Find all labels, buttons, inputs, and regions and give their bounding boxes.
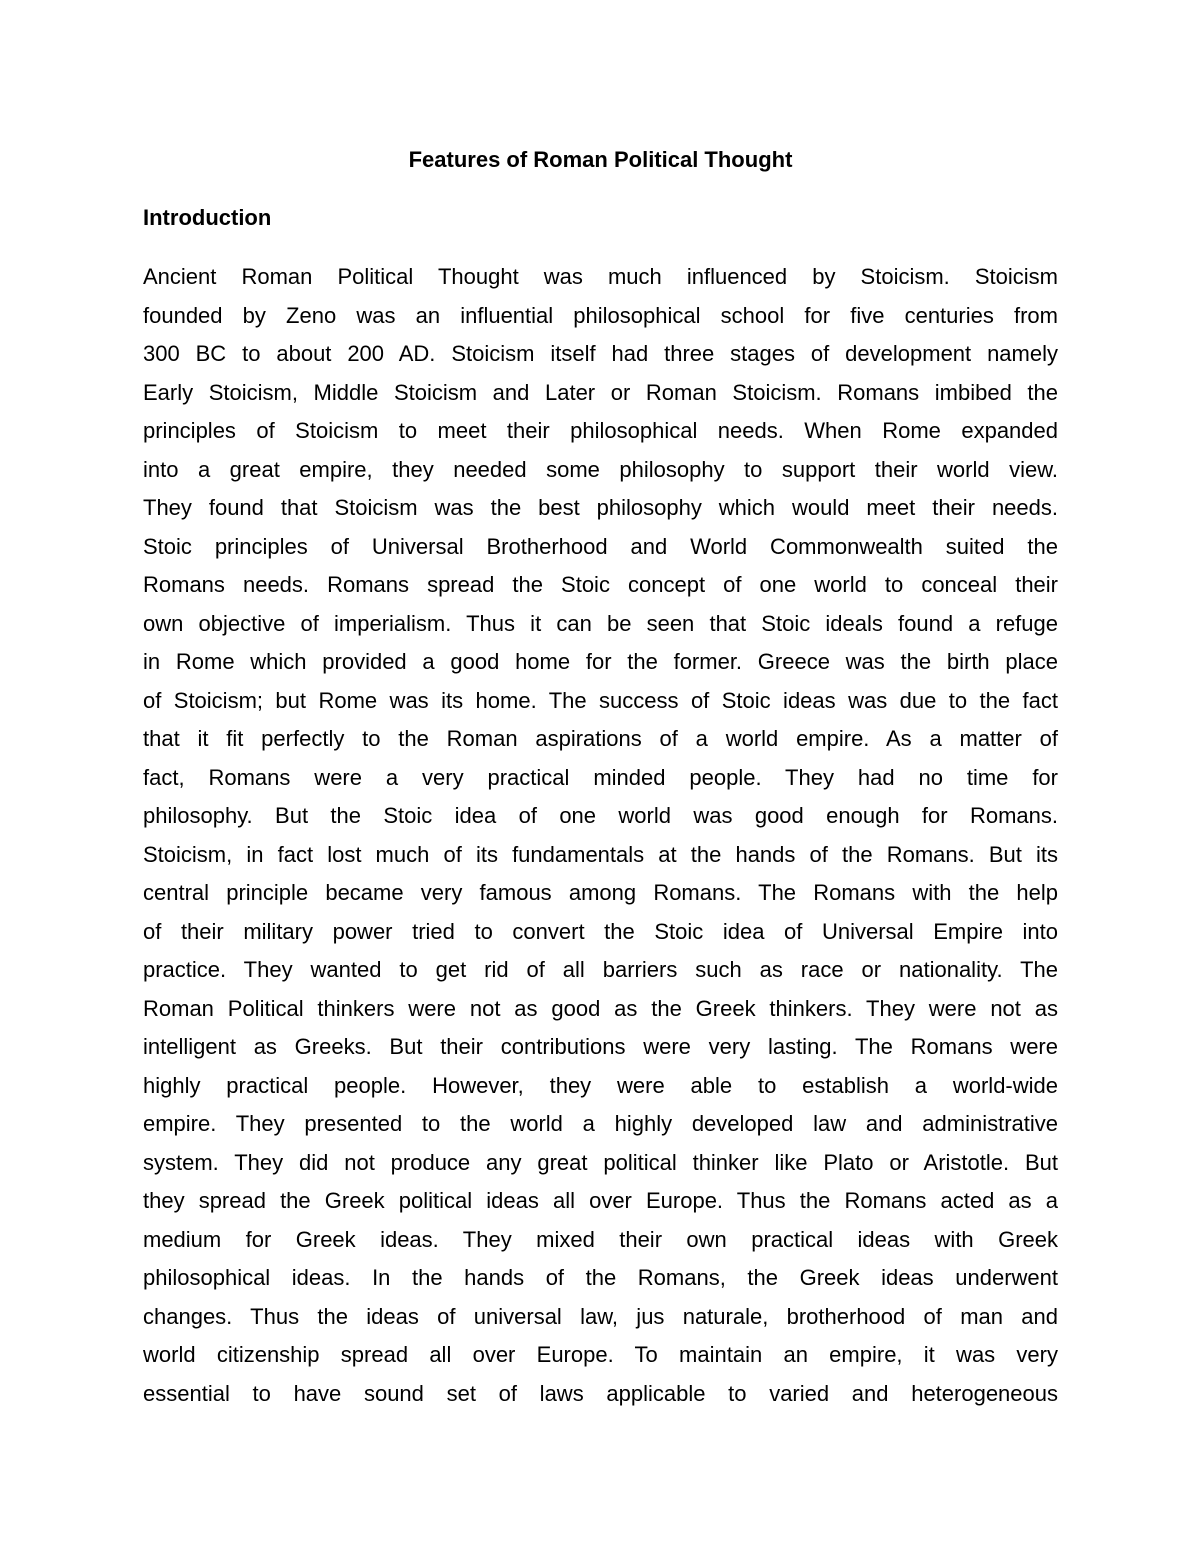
paragraph-line: founded by Zeno was an influential philosophical school for five centuries from [143,302,1058,328]
paragraph-line: highly practical people. However, they were able to establish a world-wide [143,1072,1058,1098]
paragraph-line: Stoicism, in fact lost much of its fundamentals at the hands of the Romans. But its [143,841,1058,867]
paragraph-line: essential to have sound set of laws applicable to varied and heterogeneous [143,1380,1058,1406]
paragraph-line: into a great empire, they needed some philosophy to support their world view. [143,456,1058,482]
paragraph-line: in Rome which provided a good home for the former. Greece was the birth place [143,649,1058,674]
paragraph-line: Stoic principles of Universal Brotherhood and World Commonwealth suited the [143,533,1058,559]
paragraph-line: central principle became very famous among Romans. The Romans with the help [143,880,1058,905]
paragraph-line: they spread the Greek political ideas all over Europe. Thus the Romans acted as a [143,1188,1058,1213]
paragraph-line: philosophical ideas. In the hands of the Romans, the Greek ideas underwent [143,1265,1058,1290]
paragraph-line: practice. They wanted to get rid of all barriers such as race or nationality. The [143,957,1058,982]
paragraph-line: intelligent as Greeks. But their contributions were very lasting. The Romans were [143,1034,1058,1059]
paragraph-line: Ancient Roman Political Thought was much influenced by Stoicism. Stoicism [143,264,1058,289]
paragraph-line: 300 BC to about 200 AD. Stoicism itself had three stages of development namely [143,341,1058,366]
paragraph-line: They found that Stoicism was the best philosophy which would meet their needs. [143,495,1058,520]
document-title: Features of Roman Political Thought [408,147,793,172]
paragraph-line: of their military power tried to convert the Stoic idea of Universal Empire into [143,918,1058,944]
paragraph-line: Roman Political thinkers were not as good as the Greek thinkers. They were not as [143,995,1058,1021]
paragraph-line: fact, Romans were a very practical minded people. They had no time for [143,764,1058,790]
paragraph-line: medium for Greek ideas. They mixed their own practical ideas with Greek [143,1226,1058,1252]
section-heading-introduction: Introduction [143,205,272,230]
paragraph-line: that it fit perfectly to the Roman aspirations of a world empire. As a matter of [143,726,1058,751]
body-paragraph [143,258,1058,1413]
paragraph-line: principles of Stoicism to meet their philosophical needs. When Rome expanded [143,418,1058,443]
paragraph-line: own objective of imperialism. Thus it can be seen that Stoic ideals found a refuge [143,610,1058,636]
paragraph-line: Early Stoicism, Middle Stoicism and Later or Roman Stoicism. Romans imbibed the [143,379,1058,405]
paragraph-line: of Stoicism; but Rome was its home. The success of Stoic ideas was due to the fact [143,687,1058,713]
paragraph-line: system. They did not produce any great political thinker like Plato or Aristotle. But [143,1149,1058,1175]
paragraph-line: Romans needs. Romans spread the Stoic concept of one world to conceal their [143,572,1058,597]
paragraph-line: philosophy. But the Stoic idea of one world was good enough for Romans. [143,803,1058,828]
paragraph-line: world citizenship spread all over Europe. To maintain an empire, it was very [143,1342,1058,1367]
paragraph-line: changes. Thus the ideas of universal law, jus naturale, brotherhood of man and [143,1303,1058,1329]
paragraph-line: empire. They presented to the world a highly developed law and administrative [143,1111,1058,1136]
